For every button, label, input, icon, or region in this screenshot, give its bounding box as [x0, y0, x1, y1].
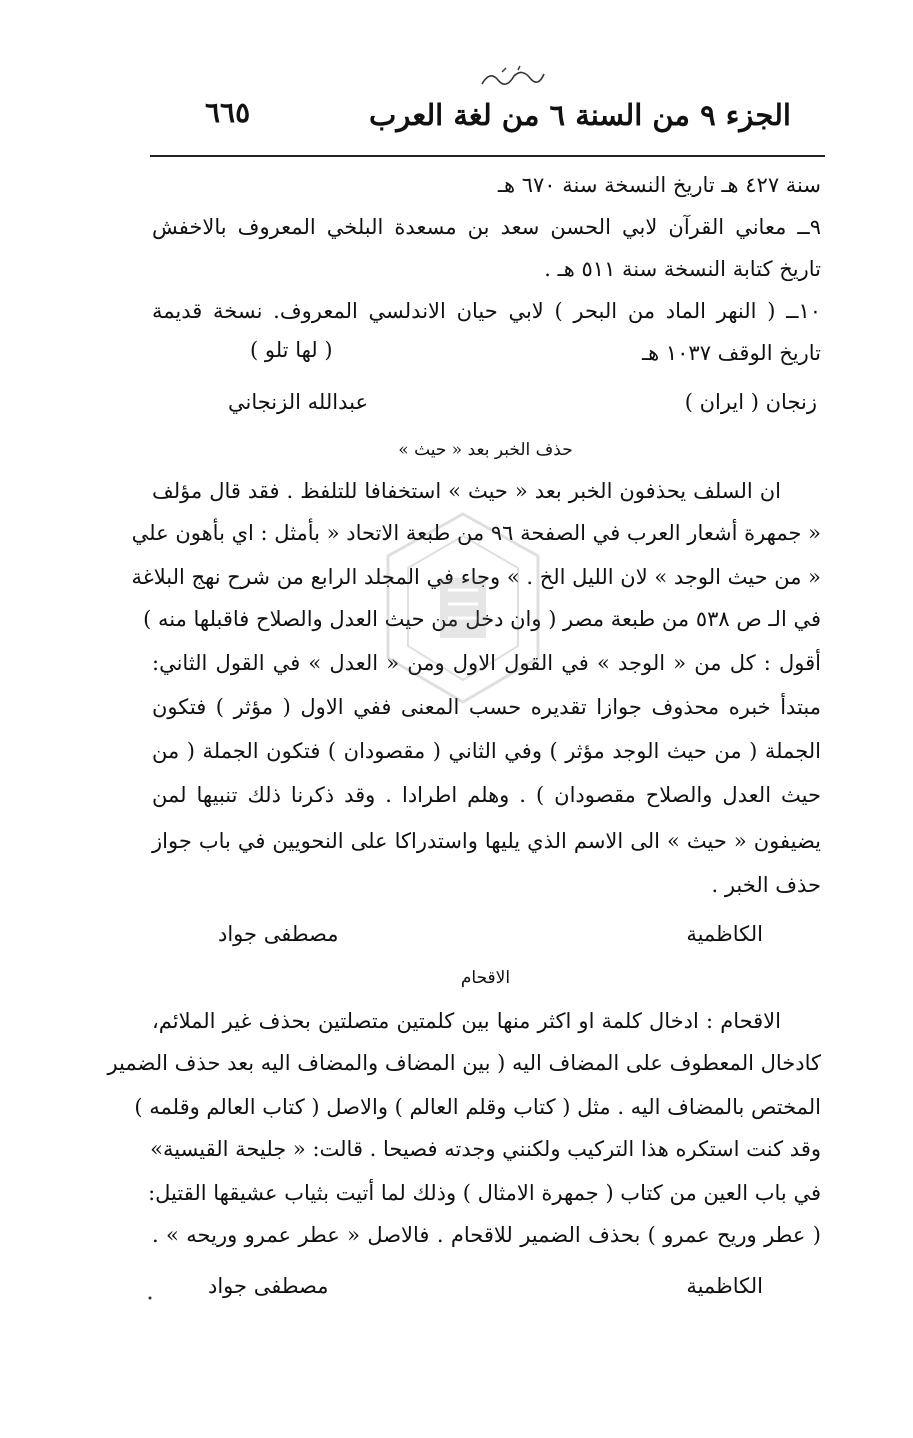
running-header-title: الجزء ٩ من السنة ٦ من لغة العرب — [369, 98, 791, 132]
signature-place: الكاظمية — [686, 922, 763, 946]
ink-flourish-mark — [478, 64, 548, 90]
text-line: « جمهرة أشعار العرب في الصفحة ٩٦ من طبعة الاتحاد « بأمثل : اي بأهون علي — [131, 521, 821, 545]
text-line: أقول : كل من « الوجد » في القول الاول ومن « العدل » في القول الثاني: — [152, 651, 821, 675]
text-line: في باب العين من كتاب ( جمهرة الامثال ) وذلك لما أتيت بثياب عشيقها القتيل: — [148, 1181, 821, 1205]
text-line: ٩ــ معاني القرآن لابي الحسن سعد بن مسعدة البلخي المعروف بالاخفش — [152, 215, 821, 239]
text-line: تاريخ الوقف ١٠٣٧ هـ — [641, 341, 821, 365]
text-line: حيث العدل والصلاح مقصودان ) . وهلم اطرادا . وقد ذكرنا ذلك تنبيها لمن — [152, 783, 821, 807]
library-seal-watermark — [378, 508, 548, 708]
section-heading: حذف الخبر بعد « حيث » — [398, 440, 573, 460]
signature-place: زنجان ( ايران ) — [684, 390, 817, 414]
text-line: المختص بالمضاف اليه . مثل ( كتاب وقلم العالم ) والاصل ( كتاب العالم وقلمه ) — [134, 1095, 821, 1119]
page-number: ٦٦٥ — [205, 96, 251, 129]
text-line: كادخال المعطوف على المضاف اليه ( بين المضاف والمضاف اليه بعد حذف الضمير — [107, 1051, 821, 1075]
text-line: الجملة ( من حيث الوجد مؤثر ) وفي الثاني ( مقصودان ) فتكون الجملة ( من — [152, 739, 821, 763]
signature-name: مصطفى جواد — [218, 922, 339, 946]
continued-note: ( لها تلو ) — [250, 338, 333, 362]
header-rule — [150, 155, 825, 157]
text-line: حذف الخبر . — [711, 873, 821, 897]
text-line: ان السلف يحذفون الخبر بعد « حيث » استخفافا للتلفظ . فقد قال مؤلف — [152, 479, 781, 503]
text-line: « من حيث الوجد » لان الليل الخ . » وجاء في المجلد الرابع من شرح نهج البلاغة — [131, 565, 821, 589]
signature-place: الكاظمية — [686, 1274, 763, 1298]
text-line: وقد كنت استكره هذا التركيب ولكنني وجدته فصيحا . قالت: « جليحة القيسية» — [150, 1137, 821, 1161]
text-line: ( عطر وريح عمرو ) بحذف الضمير للاقحام . فالاصل « عطر عمرو وريحه » . — [152, 1223, 821, 1247]
text-line: ١٠ــ ( النهر الماد من البحر ) لابي حيان الاندلسي المعروف. نسخة قديمة — [152, 299, 821, 323]
text-line: يضيفون « حيث » الى الاسم الذي يليها واستدراكا على النحويين في باب جواز — [152, 829, 821, 853]
text-line: الاقحام : ادخال كلمة او اكثر منها بين كلمتين متصلتين بحذف غير الملائم، — [152, 1009, 781, 1033]
text-line: سنة ٤٢٧ هـ تاريخ النسخة سنة ٦٧٠ هـ — [497, 173, 821, 197]
text-line: مبتدأ خبره محذوف جوازا تقديره حسب المعنى ففي الاول ( مؤثر ) فتكون — [152, 695, 821, 719]
text-line: تاريخ كتابة النسخة سنة ٥١١ هـ . — [544, 257, 821, 281]
text-line: في الـ ص ٥٣٨ من طبعة مصر ( وان دخل من حيث العدل والصلاح فاقبلها منه ) — [143, 607, 821, 631]
speck-mark — [148, 1296, 152, 1300]
signature-name: مصطفى جواد — [208, 1274, 329, 1298]
signature-name: عبدالله الزنجاني — [228, 390, 368, 414]
section-heading: الاقحام — [460, 968, 511, 988]
